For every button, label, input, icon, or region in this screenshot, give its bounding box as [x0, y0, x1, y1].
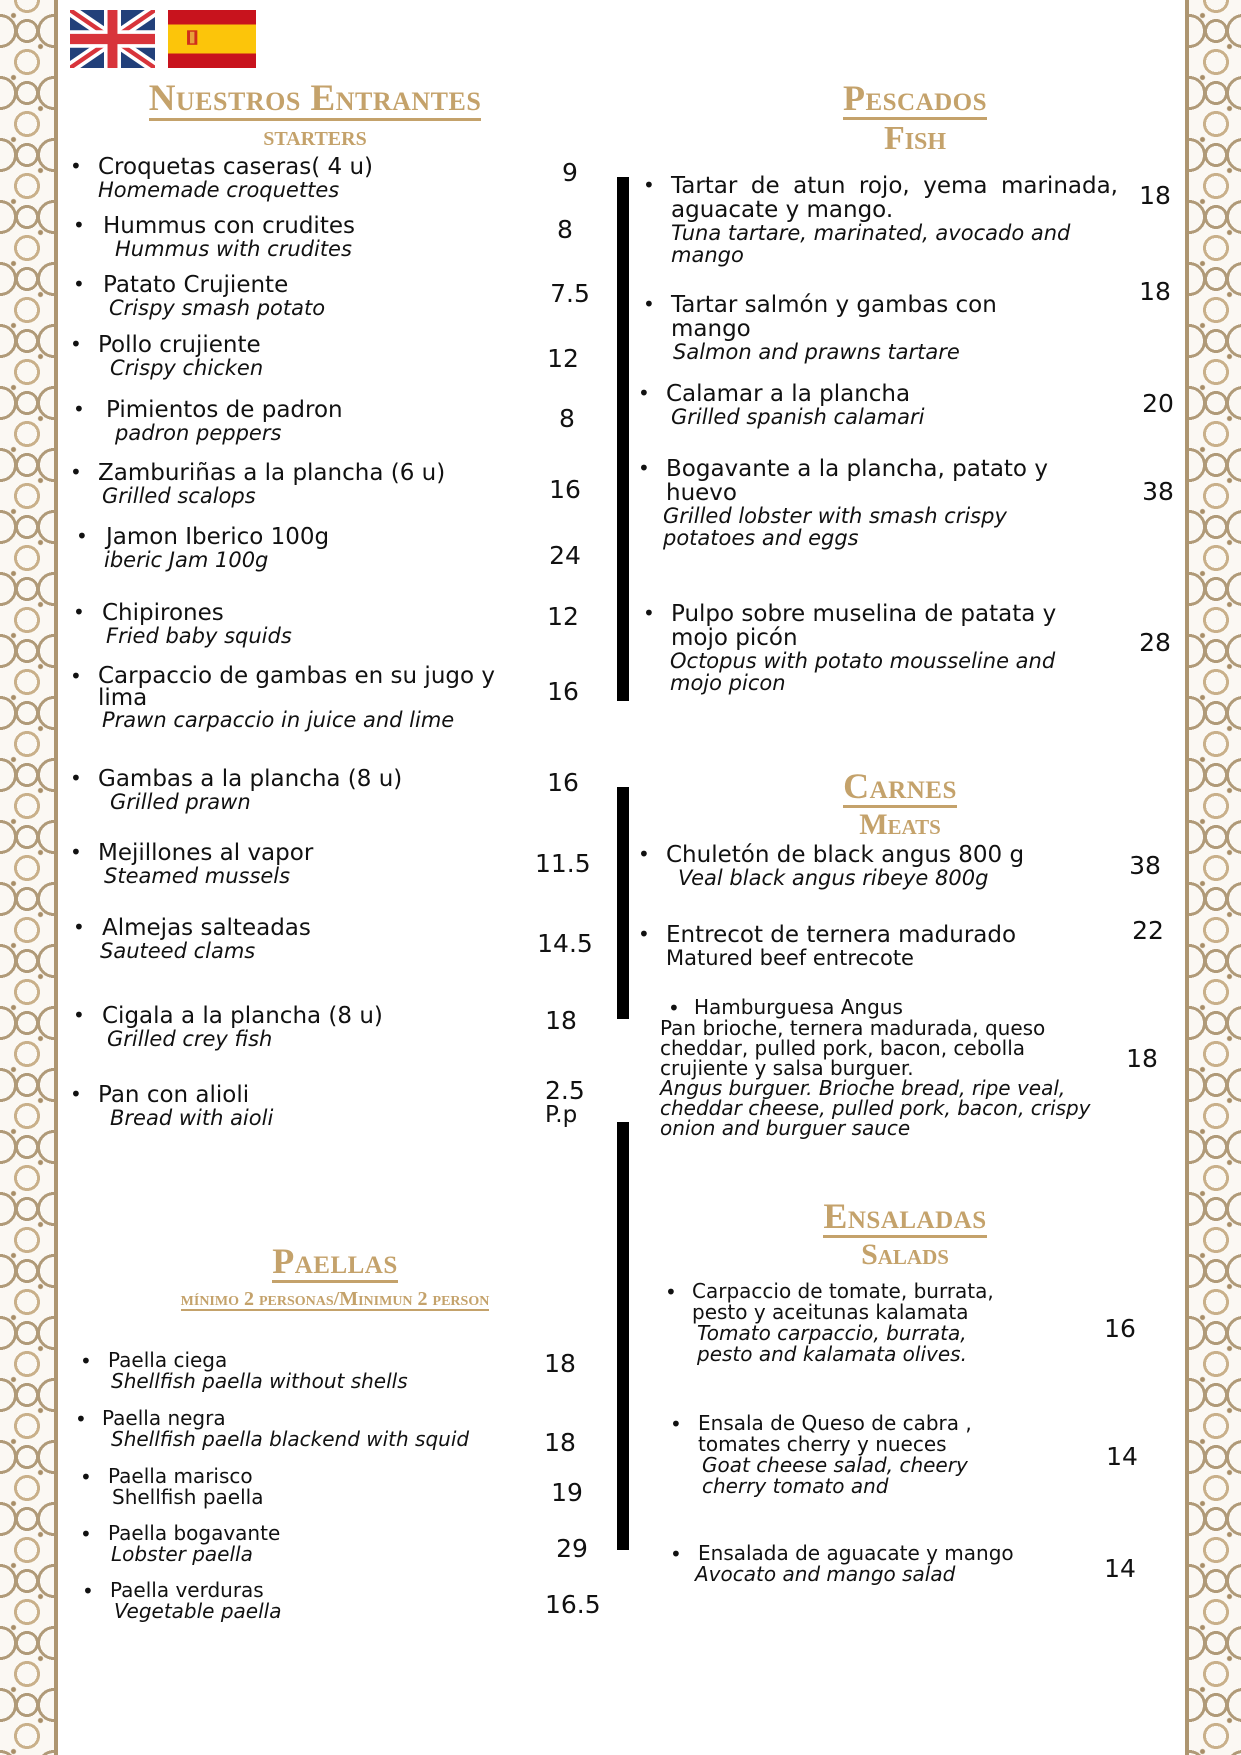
bullet: •: [73, 272, 85, 296]
menu-item: [70, 155, 510, 201]
item-name-en: Shellfish paella blackend with squid: [111, 1427, 470, 1451]
item-name-en: Steamed mussels: [104, 864, 291, 888]
item-name-es: Pan con alioli: [98, 1082, 250, 1108]
spain-flag-icon[interactable]: [168, 10, 256, 68]
item-name-en: Crispy chicken: [110, 356, 264, 380]
item-name-es: Jamon Iberico 100g: [106, 524, 330, 550]
item-price: 22: [1132, 916, 1164, 945]
item-name-es: Zamburiñas a la plancha (6 u): [98, 460, 446, 486]
menu-item: [638, 843, 1088, 889]
price-unit: P.p: [545, 1102, 578, 1128]
item-name-es: Paella verduras: [110, 1578, 264, 1602]
menu-item: [70, 767, 510, 813]
item-name-en: Sauteed clams: [100, 939, 256, 963]
bullet: •: [670, 1542, 682, 1566]
menu-item: [638, 923, 1088, 969]
item-price: 11.5: [535, 849, 591, 878]
item-name-es: Chipirones: [102, 600, 224, 626]
bullet: •: [73, 600, 85, 624]
item-name-en: Prawn carpaccio in juice and lime: [102, 708, 455, 732]
item-name-en: Octopus with potato mousseline and mojo picon: [670, 649, 1056, 695]
item-name-es: Hamburguesa Angus: [694, 995, 903, 1019]
menu-item: [670, 1413, 1070, 1497]
menu-item: [70, 841, 510, 887]
item-price: 18: [1126, 1044, 1158, 1073]
bullet: •: [70, 766, 82, 790]
item-name-en: Tuna tartare, marinated, avocado and mango: [671, 221, 1071, 267]
menu-item: [670, 1543, 1090, 1585]
bullet: •: [70, 840, 82, 864]
menu-item: [638, 457, 1088, 549]
menu-item: [665, 1281, 1065, 1365]
paellas-title: Paellas: [272, 1241, 398, 1281]
item-price: 19: [551, 1478, 583, 1507]
fish-title: Pescados: [842, 78, 988, 118]
item-price: 18: [545, 1006, 577, 1035]
item-name-en: Hummus with crudites: [115, 237, 352, 261]
item-name-es: Paella marisco: [108, 1464, 253, 1488]
paellas-subtitle: mínimo 2 personas/Minimun 2 person: [180, 1288, 490, 1310]
item-name-en: Fried baby squids: [106, 624, 292, 648]
item-name-en: Matured beef entrecote: [666, 946, 914, 970]
bullet: •: [70, 154, 82, 178]
item-name-en: Goat cheese salad, cheery cherry tomato and: [702, 1453, 968, 1498]
bullet: •: [643, 292, 655, 316]
salads-heading: [780, 1198, 1030, 1270]
item-name-es: Calamar a la plancha: [666, 381, 911, 407]
menu-item: [80, 1466, 560, 1508]
starters-heading: [100, 80, 530, 151]
menu-item: [73, 398, 513, 444]
bullet: •: [73, 915, 85, 939]
item-name-es: Hummus con crudites: [103, 213, 355, 239]
menu-item: [80, 1350, 560, 1392]
menu-item: [73, 273, 513, 319]
item-price: 18: [544, 1349, 576, 1378]
item-price: [545, 1078, 595, 1126]
item-name-en: Vegetable paella: [114, 1599, 282, 1623]
item-name-es: Chuletón de black angus 800 g: [666, 842, 1025, 868]
item-name-en: Bread with aioli: [110, 1106, 274, 1130]
item-name-en: Shellfish paella without shells: [111, 1369, 408, 1393]
item-name-es: Pimientos de padron: [106, 397, 343, 423]
item-name-en: Tomato carpaccio, burrata, pesto and kalamata olives.: [697, 1321, 967, 1366]
fish-heading: [780, 80, 1050, 156]
menu-item: [638, 382, 1058, 428]
item-name-es: Croquetas caseras( 4 u): [98, 154, 374, 180]
salads-divider-bar: [617, 1122, 629, 1550]
item-name-es: Patato Crujiente: [103, 272, 289, 298]
item-price: 8: [559, 404, 575, 433]
menu-item: [75, 1408, 555, 1450]
item-description-es: Pan brioche, ternera madurada, queso cheddar, pulled pork, bacon, cebolla crujiente y salsa burguer.: [660, 1016, 1046, 1080]
item-name-en: Grilled scalops: [102, 484, 256, 508]
bullet: •: [70, 664, 82, 688]
bullet: •: [76, 524, 88, 548]
item-name-en: Crispy smash potato: [109, 296, 326, 320]
item-name-en: Lobster paella: [111, 1542, 253, 1566]
item-name-es: Paella ciega: [108, 1348, 228, 1372]
item-name-en: padron peppers: [115, 421, 282, 445]
menu-item: [643, 174, 1123, 266]
item-name-es: Cigala a la plancha (8 u): [102, 1003, 383, 1029]
item-name-es: Tartar de atun rojo, yema marinada, aguacate y mango.: [671, 173, 1118, 223]
bullet: •: [643, 173, 655, 197]
item-name-es: Paella bogavante: [108, 1521, 281, 1545]
bullet: •: [73, 397, 85, 421]
menu-item: [643, 602, 1093, 694]
item-name-es: Paella negra: [102, 1406, 226, 1430]
item-price: 8: [557, 215, 573, 244]
item-price: 16.5: [545, 1590, 601, 1619]
item-name-es: Ensalada de aguacate y mango: [698, 1541, 1014, 1565]
menu-item: [660, 997, 1130, 1138]
item-name-en: Veal black angus ribeye 800g: [678, 866, 989, 890]
salads-title: Ensaladas: [823, 1196, 987, 1236]
menu-item: [70, 1083, 510, 1129]
bullet: •: [638, 381, 650, 405]
bullet: •: [70, 1082, 82, 1106]
item-price: 7.5: [550, 279, 590, 308]
menu-item: [643, 293, 1063, 363]
item-price: 38: [1129, 851, 1161, 880]
bullet: •: [70, 460, 82, 484]
bullet: •: [668, 996, 680, 1020]
item-price: 18: [544, 1428, 576, 1457]
menu-item: [73, 601, 513, 647]
item-price: 20: [1142, 389, 1174, 418]
item-name-en: iberic Jam 100g: [104, 548, 269, 572]
item-name-es: Carpaccio de gambas en su jugo y lima: [98, 663, 495, 711]
meats-divider-bar: [617, 787, 629, 1019]
item-name-en: Salmon and prawns tartare: [673, 340, 960, 364]
item-price: 29: [556, 1534, 588, 1563]
ornamental-border-left: [0, 0, 58, 1755]
bullet: •: [73, 213, 85, 237]
bullet: •: [638, 456, 650, 480]
item-price: 16: [1104, 1314, 1136, 1343]
bullet: •: [75, 1407, 87, 1431]
item-name-en: Grilled prawn: [110, 790, 251, 814]
item-name-es: Gambas a la plancha (8 u): [98, 766, 403, 792]
menu-item: [82, 1580, 562, 1622]
item-price: 12: [547, 344, 579, 373]
bullet: •: [80, 1349, 92, 1373]
fish-divider-bar: [617, 177, 629, 701]
item-name-es: Mejillones al vapor: [98, 840, 314, 866]
item-name-en: Grilled crey fish: [107, 1027, 273, 1051]
item-name-en: Homemade croquettes: [98, 178, 340, 202]
item-price: 16: [547, 677, 579, 706]
item-price: 24: [549, 541, 581, 570]
menu-item: [73, 916, 513, 962]
item-name-en: Angus burguer. Brioche bread, ripe veal, cheddar cheese, pulled pork, bacon, crispy onion and burguer sauce: [660, 1076, 1091, 1140]
menu-item: [76, 525, 516, 571]
price-value: 2.5: [545, 1076, 585, 1105]
item-price: 18: [1139, 277, 1171, 306]
item-price: 28: [1139, 628, 1171, 657]
paellas-heading: [100, 1243, 570, 1311]
bullet: •: [665, 1280, 677, 1304]
item-name-es: Pulpo sobre muselina de patata y mojo picón: [671, 601, 1057, 651]
item-name-en: Shellfish paella: [112, 1485, 264, 1509]
item-price: 38: [1142, 477, 1174, 506]
starters-title: Nuestros Entrantes: [148, 78, 482, 119]
item-name-en: Avocato and mango salad: [695, 1562, 956, 1586]
bullet: •: [638, 842, 650, 866]
bullet: •: [643, 601, 655, 625]
item-name-es: Tartar salmón y gambas con mango: [671, 292, 997, 342]
meats-subtitle: Meats: [859, 808, 941, 841]
uk-flag-icon[interactable]: [70, 10, 155, 68]
starters-subtitle: starters: [263, 121, 367, 152]
item-price: 9: [562, 158, 578, 187]
item-name-es: Carpaccio de tomate, burrata, pesto y aceitunas kalamata: [692, 1279, 994, 1324]
fish-subtitle: Fish: [883, 120, 947, 157]
menu-item: [70, 665, 520, 731]
item-price: 14: [1104, 1554, 1136, 1583]
item-price: 14.5: [537, 929, 593, 958]
meats-heading: [780, 768, 1020, 840]
item-name-es: Almejas salteadas: [102, 915, 311, 941]
bullet: •: [82, 1579, 94, 1603]
item-name-en: Grilled lobster with smash crispy potatoes and eggs: [663, 504, 1007, 550]
item-price: 14: [1106, 1442, 1138, 1471]
menu-item: [73, 1004, 513, 1050]
item-price: 12: [547, 602, 579, 631]
item-name-es: Entrecot de ternera madurado: [666, 922, 1017, 948]
bullet: •: [638, 922, 650, 946]
item-price: 16: [549, 475, 581, 504]
menu-item: [70, 333, 510, 379]
item-name-es: Bogavante a la plancha, patato y huevo: [666, 456, 1048, 506]
salads-subtitle: Salads: [861, 1238, 949, 1271]
item-name-en: Grilled spanish calamari: [671, 405, 925, 429]
item-name-es: Ensala de Queso de cabra , tomates cherry y nueces: [698, 1411, 972, 1456]
bullet: •: [80, 1465, 92, 1489]
menu-item: [80, 1523, 560, 1565]
item-price: 18: [1139, 181, 1171, 210]
item-name-es: Pollo crujiente: [98, 332, 261, 358]
bullet: •: [70, 332, 82, 356]
meats-title: Carnes: [843, 766, 957, 806]
menu-item: [73, 214, 513, 260]
ornamental-border-right: [1185, 0, 1241, 1755]
bullet: •: [670, 1412, 682, 1436]
bullet: •: [80, 1522, 92, 1546]
item-price: 16: [547, 768, 579, 797]
bullet: •: [73, 1003, 85, 1027]
menu-item: [70, 461, 530, 507]
